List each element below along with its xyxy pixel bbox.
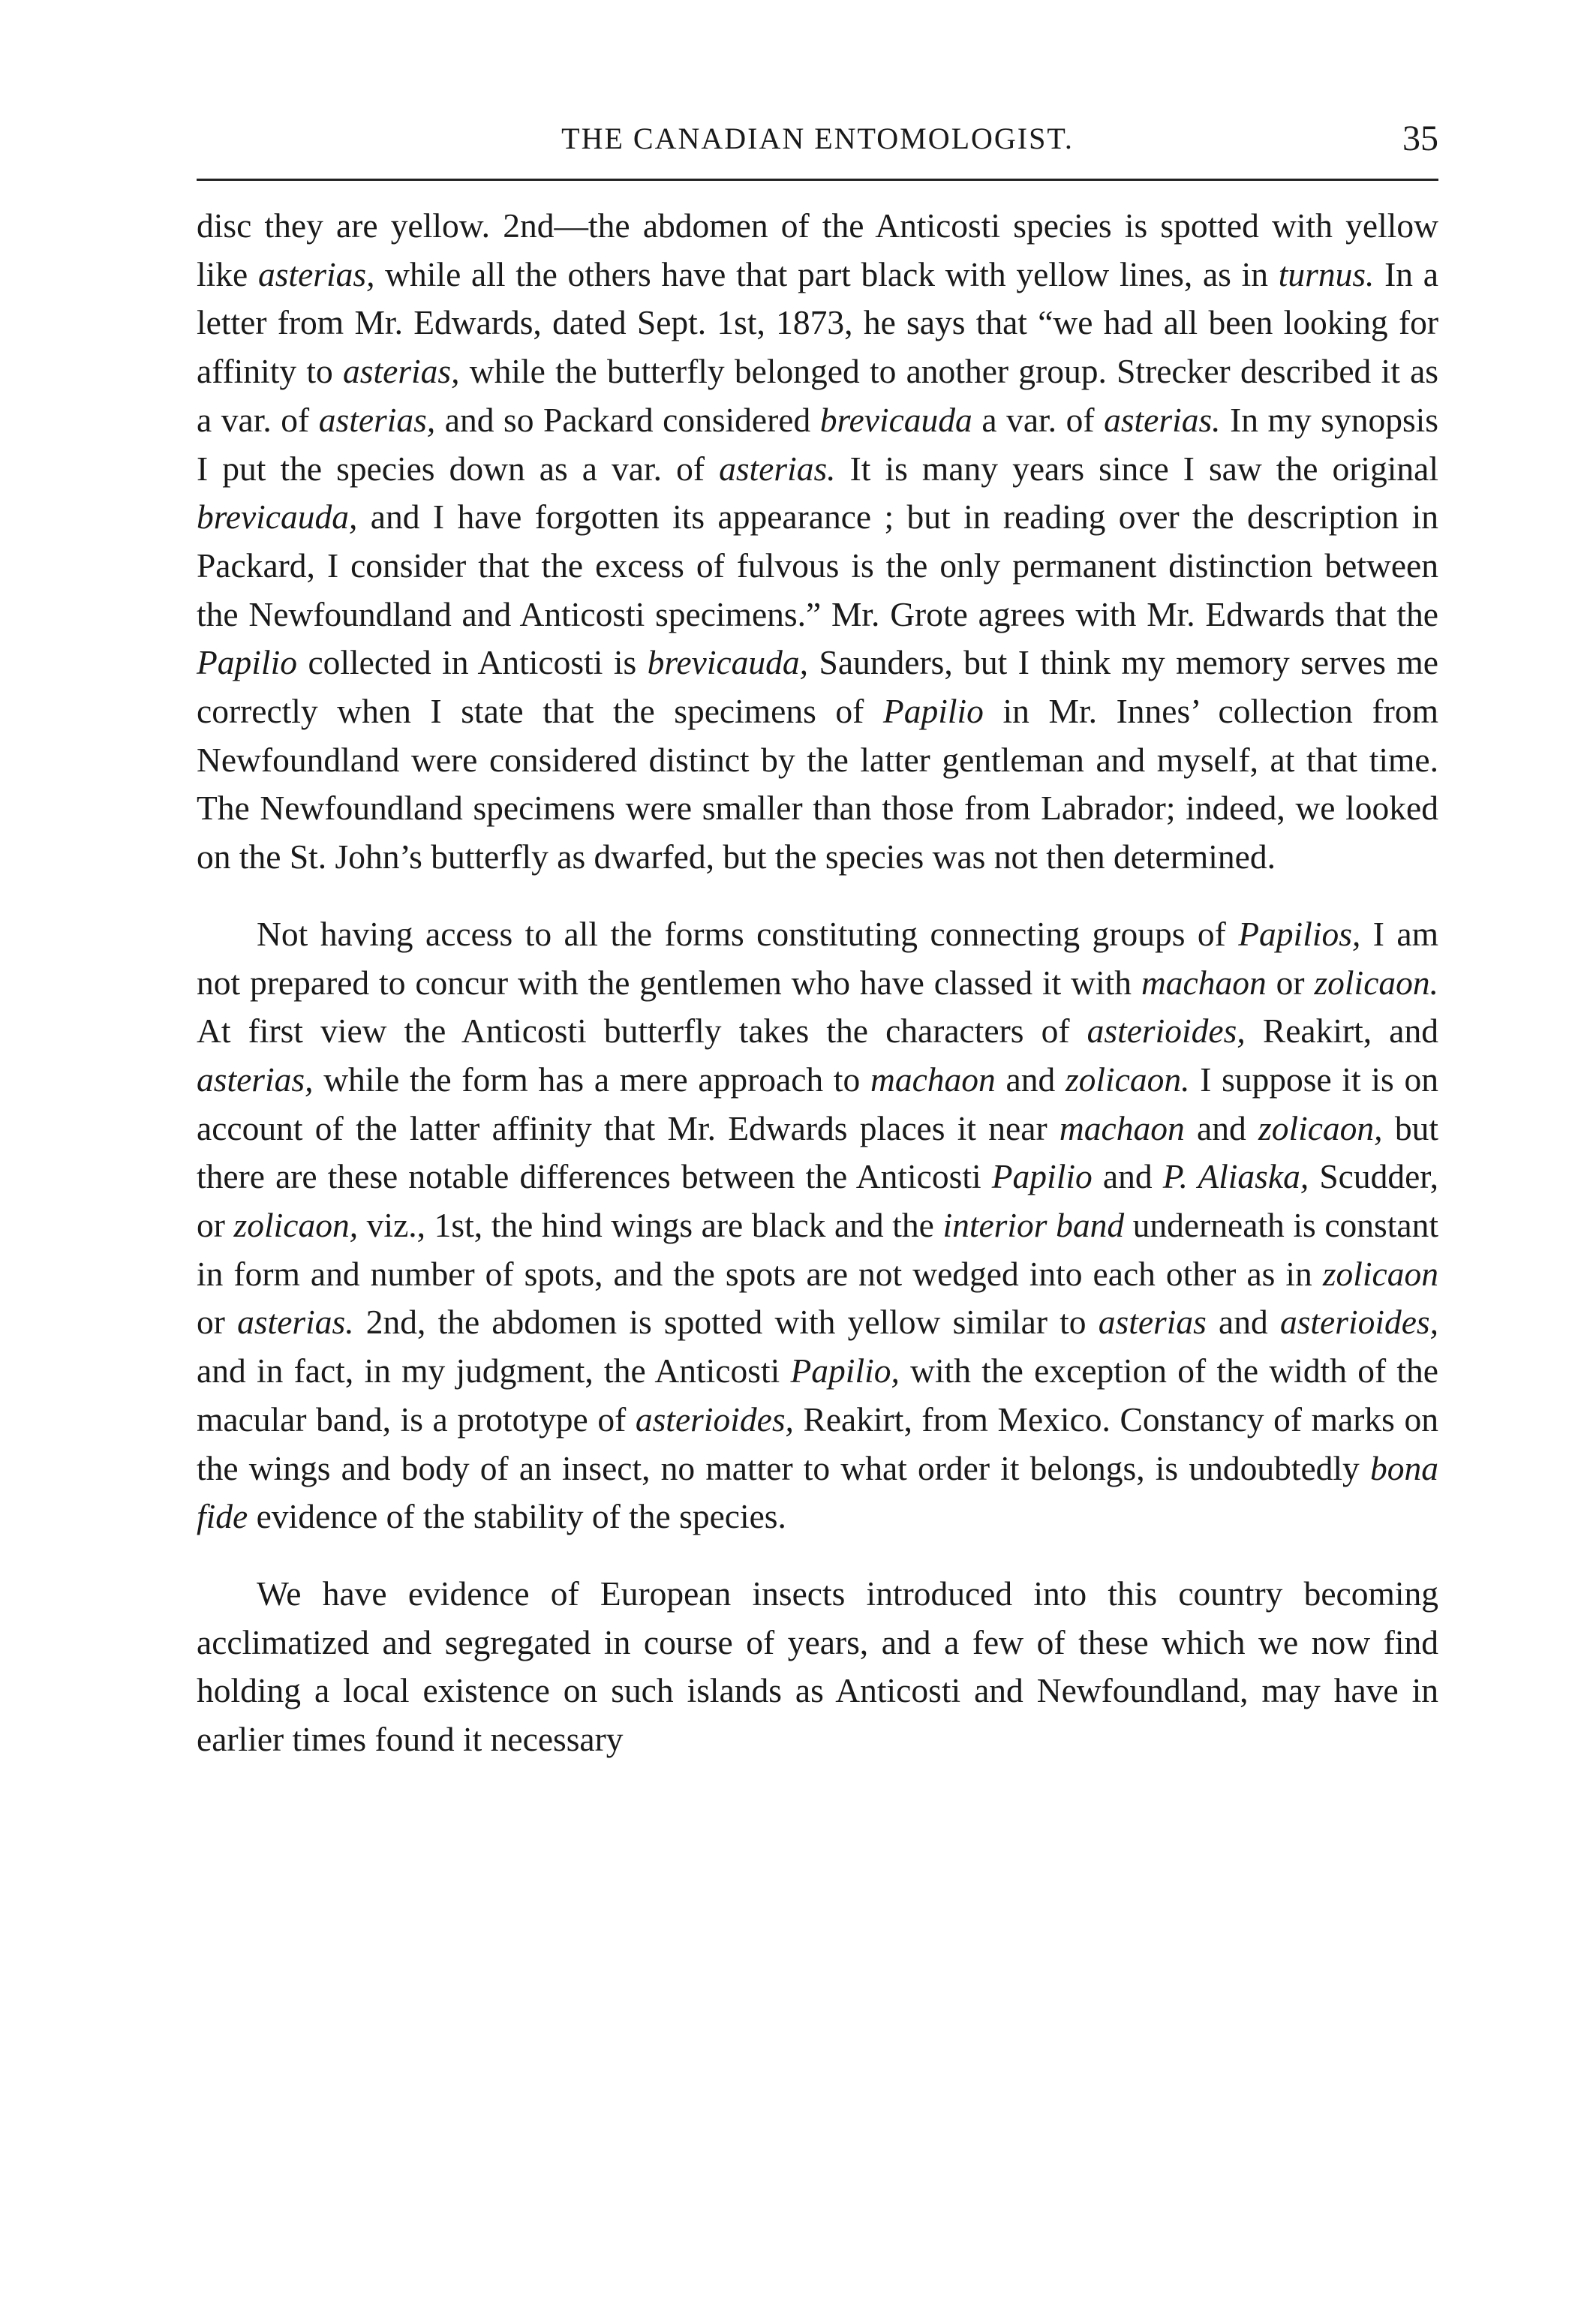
text-run: Saunders, but I think my memory serves me correctly when I state that the specimens of — [197, 643, 1438, 731]
text-run: At first view the Anticosti butterfly takes the characters of — [197, 1012, 1087, 1051]
italic-term: turnus. — [1278, 254, 1375, 293]
text-run: while all the others have that part black with yellow lines, as in — [374, 254, 1279, 293]
text-run: Scudder, or — [197, 1157, 1438, 1245]
text-run: while the butterfly belonged to another group. Strecker described it as a var. of — [197, 352, 1438, 439]
text-run: a var. of — [972, 400, 1105, 439]
text-run: or — [1266, 963, 1315, 1002]
italic-term: machaon — [1059, 1108, 1185, 1147]
italic-term: Papilio, — [790, 1351, 900, 1390]
header-rule — [197, 179, 1438, 181]
italic-term: zolicaon. — [1314, 963, 1439, 1002]
italic-term: asterias, — [257, 254, 375, 293]
page-number: 35 — [1402, 119, 1438, 158]
paragraph-3 — [197, 1570, 1438, 1764]
italic-term: asterias, — [343, 352, 460, 391]
text-run: and — [995, 1060, 1066, 1099]
text-run: Not having access to all the forms constituting connecting groups of — [257, 914, 1239, 953]
text-run: and — [1184, 1108, 1258, 1147]
italic-term: asterias, — [197, 1060, 314, 1099]
italic-term: brevicauda, — [197, 498, 358, 537]
text-run: disc they are yellow. 2nd—the abdomen of the Anticosti species is spotted with yellow like — [197, 206, 1438, 293]
text-run: and in fact, in my judgment, the Anticosti — [197, 1351, 791, 1390]
italic-term: asterias. — [1104, 400, 1221, 439]
text-run: in Mr. Innes’ collection from Newfoundland were considered distinct by the latter gentleman and myself, at that time. The Newfoundland specimens were smaller than those from Labrador; indeed, we looked on the St. John’s butterfly as dwarfed, but the species was not then determined. — [197, 692, 1438, 876]
italic-term: asterioides, — [1087, 1012, 1246, 1051]
italic-term: P. Aliaska, — [1162, 1157, 1309, 1196]
text-run: In a letter from Mr. Edwards, dated Sept. 1st, 1873, he says that “we had all been looking for affinity to — [197, 254, 1438, 391]
text-run: evidence of the stability of the species. — [248, 1497, 786, 1536]
italic-term: Papilio — [197, 643, 297, 682]
text-run: 2nd, the abdomen is spotted with yellow similar to — [353, 1303, 1099, 1342]
italic-term: asterias. — [719, 449, 836, 488]
text-run: It is many years since I saw the original — [835, 449, 1438, 488]
italic-term: bona fide — [197, 1448, 1438, 1536]
text-run: and — [1206, 1303, 1280, 1342]
italic-term: Papilios, — [1238, 914, 1361, 953]
text-run: and I have forgotten its appearance ; but in reading over the description in Packard, I consider that the excess of fulvous is the only permanent distinction between the Newfoundland and Anticosti specimens.” Mr. Grote agrees with Mr. Edwards that the — [197, 498, 1438, 633]
running-head — [197, 113, 1438, 165]
italic-term: brevicauda — [819, 400, 972, 439]
text-run: I am not prepared to concur with the gentlemen who have classed it with — [197, 914, 1438, 1002]
text-run: Reakirt, and — [1245, 1012, 1438, 1051]
paragraph-2 — [197, 910, 1438, 1541]
italic-term: asterias, — [318, 400, 436, 439]
italic-term: Papilio — [991, 1157, 1093, 1196]
text-run: with the exception of the width of the macular band, is a prototype of — [197, 1351, 1439, 1439]
italic-term: zolicaon — [1322, 1254, 1438, 1293]
italic-term: zolicaon, — [233, 1206, 359, 1245]
italic-term: interior band — [942, 1206, 1125, 1245]
text-run: but there are these notable differences between the Anticosti — [197, 1108, 1438, 1196]
italic-term: asterioides, — [1279, 1303, 1438, 1342]
italic-term: machaon — [1141, 963, 1267, 1002]
text-run: Reakirt, from Mexico. Constancy of marks on the wings and body of an insect, no matter to what order it belongs, is undoubtedly — [197, 1400, 1438, 1487]
text-run: viz., 1st, the hind wings are black and the — [358, 1206, 943, 1245]
text-run: and so Packard considered — [435, 400, 820, 439]
text-run: while the form has a mere approach to — [313, 1060, 870, 1099]
journal-title: THE CANADIAN ENTOMOLOGIST. — [561, 122, 1074, 155]
text-run: I suppose it is on account of the latter affinity that Mr. Edwards places it near — [197, 1060, 1438, 1147]
italic-term: asterias — [1098, 1303, 1207, 1342]
italic-term: zolicaon, — [1258, 1108, 1383, 1147]
italic-term: asterias. — [237, 1303, 354, 1342]
text-run: In my synopsis I put the species down as a var. of — [197, 400, 1439, 488]
text-run: or — [197, 1303, 238, 1342]
text-run: and — [1092, 1157, 1163, 1196]
article-body — [197, 202, 1438, 1764]
italic-term: Papilio — [882, 692, 984, 731]
italic-term: zolicaon. — [1065, 1060, 1190, 1099]
text-run: We have evidence of European insects introduced into this country becoming acclimatized and segregated in course of years, and a few of these which we now find holding a local existence on such islands as Anticosti and Newfoundland, may have in earlier times found it necessary — [197, 1574, 1438, 1759]
italic-term: machaon — [870, 1060, 996, 1099]
paragraph-1 — [197, 202, 1438, 882]
page — [197, 113, 1438, 1764]
text-run: collected in Anticosti is — [296, 643, 648, 682]
text-run: underneath is constant in form and number of spots, and the spots are not wedged into each other as in — [197, 1206, 1438, 1293]
italic-term: asterioides, — [635, 1400, 794, 1439]
italic-term: brevicauda, — [647, 643, 809, 682]
